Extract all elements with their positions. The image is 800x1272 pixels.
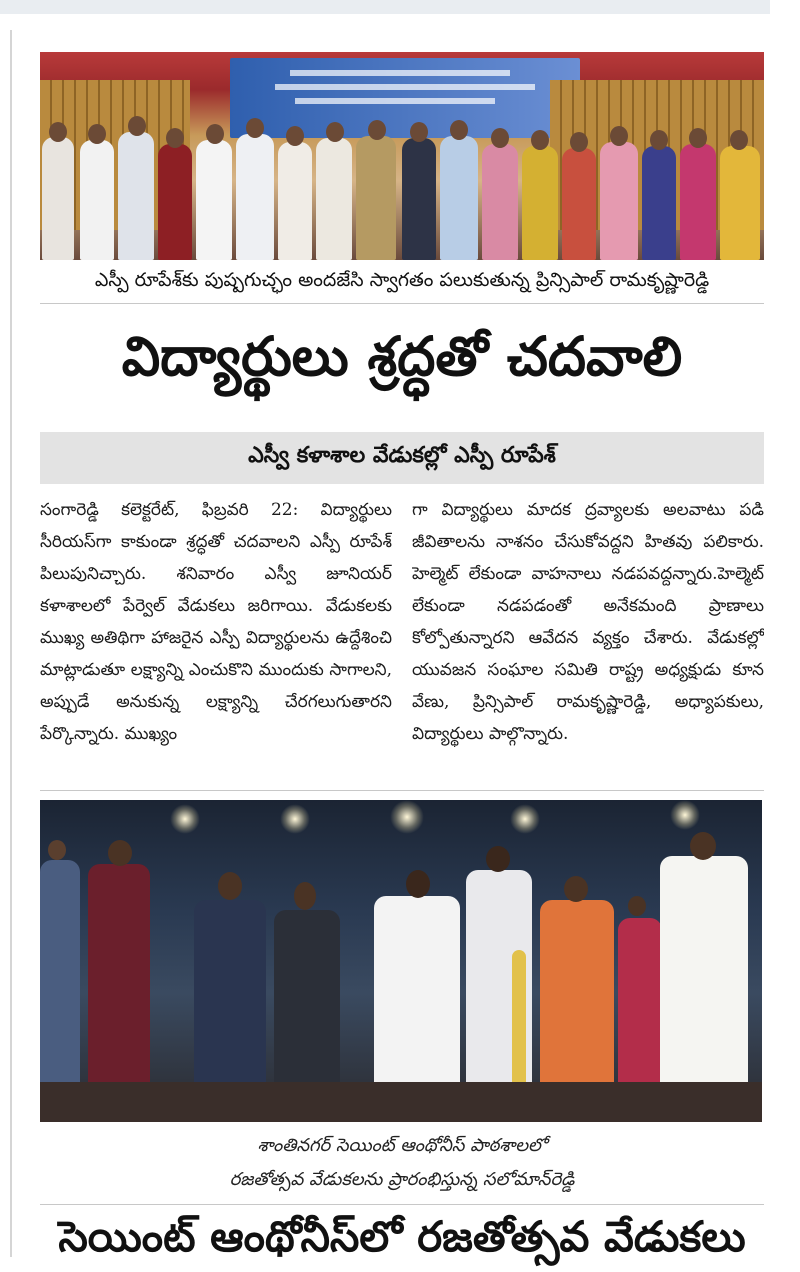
next-article-headline: సెయింట్ ఆంథోనీస్‌లో రజతోత్సవ వేడుకలు [58, 1212, 746, 1261]
divider [40, 303, 764, 304]
photo-caption-line: రజతోత్సవ వేడుకలను ప్రారంభిస్తున్న సలోమాన్‌రెడ్డి [229, 1169, 575, 1190]
divider [40, 790, 764, 791]
left-column-rule [10, 30, 12, 1257]
divider [40, 1204, 764, 1205]
article-photo-lamp-lighting [40, 800, 762, 1122]
article-body-column-1: సంగారెడ్డి కలెక్టరేట్, ఫిబ్రవరి 22: విద్యార్థులు సీరియస్‌గా కాకుండా శ్రద్ధతో చదవాలని ఎస్పీ రూపేశ్ పిలుపునిచ్చారు. శనివారం ఎస్వీ జూనియర్ కళాశాలలో పేర్వెల్ వేడుకలు జరిగాయి. వేడుకలకు ముఖ్య అతిథిగా హాజరైన ఎస్పీ విద్యార్థులను ఉద్దేశించి మాట్లాడుతూ లక్ష్యాన్ని ఎంచుకొని ముందుకు సాగాలని, అప్పుడే అనుకున్న లక్ష్యాన్ని చేరగలుగుతారని పేర్కొన్నారు. ముఖ్యం [40, 500, 392, 744]
photo-caption [40, 1128, 764, 1198]
photo-caption-line: శాంతినగర్ సెయింట్ ఆంథోనీస్ పాఠశాలలో [257, 1135, 547, 1156]
article-photo-group [40, 52, 764, 260]
article-subheadline: ఎస్వీ కళాశాల వేడుకల్లో ఎస్పీ రూపేశ్ [40, 432, 764, 484]
photo-caption: ఎస్పీ రూపేశ్‌కు పుష్పగుచ్ఛం అందజేసి స్వాగతం పలుకుతున్న ప్రిన్సిపాల్ రామకృష్ణారెడ్డి [94, 268, 710, 291]
top-bar [0, 0, 770, 14]
article-headline: విద్యార్థులు శ్రద్ధతో చదవాలి [121, 324, 683, 388]
article-body-column-2: గా విద్యార్థులు మాదక ద్రవ్యాలకు అలవాటు పడి జీవితాలను నాశనం చేసుకోవద్దని హితవు పలికారు. హెల్మెట్ లేకుండా వాహనాలు నడపవద్దన్నారు.హెల్మెట్ లేకుండా నడపడంతో అనేకమంది ప్రాణాలు కోల్పోతున్నారని ఆవేదన వ్యక్తం చేశారు. వేడుకల్లో యువజన సంఘాల సమితి రాష్ట్ర అధ్యక్షుడు కూన వేణు, ప్రిన్సిపాల్ రామకృష్ణారెడ్డి, అధ్యాపకులు, విద్యార్థులు పాల్గొన్నారు. [412, 500, 764, 744]
